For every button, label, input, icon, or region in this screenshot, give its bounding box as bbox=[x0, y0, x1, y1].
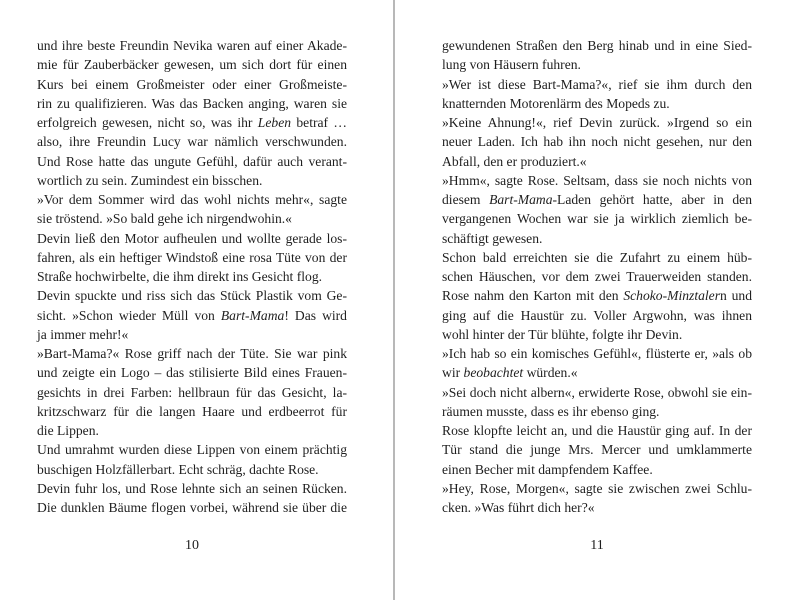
italic-text: beobachtet bbox=[463, 365, 524, 381]
text-line bbox=[37, 363, 347, 382]
text-segment: mie für Zauberbäcker gewesen, um sich dort für einen bbox=[37, 57, 347, 73]
text-line bbox=[442, 383, 752, 402]
text-segment: wortlich zu sein. Zumindest ein bisschen. bbox=[37, 172, 263, 188]
text-segment: Und Rose hatte das ungute Gefühl, dafür auch verant- bbox=[37, 153, 347, 169]
italic-text: Bart-Mama bbox=[489, 192, 553, 207]
text-line bbox=[442, 498, 752, 517]
text-segment: Kurs bei einem Großmeister oder einer Großmeiste- bbox=[37, 76, 347, 92]
text-line bbox=[37, 383, 347, 402]
text-segment: schen Häuschen, vor dem zwei Trauerweiden standen. bbox=[442, 269, 752, 284]
text-line bbox=[37, 36, 347, 55]
text-line bbox=[37, 152, 347, 171]
text-line bbox=[37, 498, 347, 517]
text-line bbox=[442, 479, 752, 498]
text-segment: erfolgreich gewesen, nicht so, was ihr bbox=[37, 115, 258, 130]
text-segment: Devin fuhr los, und Rose lehnte sich an seinen Rücken. bbox=[37, 480, 347, 496]
text-line bbox=[37, 306, 347, 325]
text-line bbox=[37, 479, 347, 498]
text-line bbox=[37, 325, 347, 344]
text-segment: wohl hinter der Tür blühte, folgte ihr Devin. bbox=[442, 326, 683, 342]
text-segment: rin zu qualifizieren. Was das Backen anging, waren sie bbox=[37, 95, 347, 111]
text-line bbox=[37, 75, 347, 94]
italic-text: Leben bbox=[257, 115, 292, 130]
text-segment: Und umrahmt wurden diese Lippen von einem prächtig bbox=[37, 442, 347, 458]
text-line bbox=[37, 229, 347, 248]
text-line bbox=[37, 344, 347, 363]
text-segment: Straße hochwirbelte, die ihm direkt ins Gesicht flog. bbox=[37, 269, 323, 284]
text-line bbox=[442, 132, 752, 151]
italic-text: Schoko-Minztaler bbox=[623, 288, 720, 304]
text-line bbox=[442, 325, 752, 344]
text-line bbox=[442, 75, 752, 94]
text-segment: schäftigt gewesen. bbox=[442, 230, 543, 246]
text-segment: Tür stand die junge Mrs. Mercer und umklammerte bbox=[442, 442, 752, 458]
text-line bbox=[442, 421, 752, 440]
text-line bbox=[442, 171, 752, 190]
text-segment: wir bbox=[442, 365, 464, 381]
text-line bbox=[442, 306, 752, 325]
text-segment: »Ich hab so ein komisches Gefühl«, flüsterte er, »als ob bbox=[442, 346, 752, 361]
text-segment: -Laden gehört hatte, aber in den bbox=[552, 192, 752, 207]
text-segment: also, ihre Freundin Lucy war nämlich verschwunden. bbox=[37, 134, 347, 150]
text-segment: sicht. »Schon wieder Müll von bbox=[37, 307, 221, 323]
text-segment: fahren, als ein heftiger Windstoß eine rosa Tüte von der bbox=[37, 249, 347, 265]
text-line bbox=[442, 440, 752, 459]
text-line bbox=[442, 190, 752, 209]
text-line bbox=[37, 286, 347, 305]
text-line bbox=[37, 267, 347, 286]
text-segment: Rose nahm den Karton mit den bbox=[442, 288, 624, 304]
text-segment: ging auf die Haustür zu. Voller Argwohn, was ihnen bbox=[442, 307, 752, 323]
text-line bbox=[37, 402, 347, 421]
text-segment: betraf … bbox=[291, 115, 348, 130]
text-line bbox=[37, 55, 347, 74]
text-line bbox=[37, 440, 347, 459]
text-segment: würden.« bbox=[523, 365, 578, 381]
text-segment: Devin ließ den Motor aufheulen und wollte gerade los- bbox=[37, 230, 347, 246]
text-line bbox=[37, 132, 347, 151]
text-line bbox=[442, 344, 752, 363]
text-segment: neuer Laden. Ich hab ihn noch nicht gesehen, nur den bbox=[442, 134, 752, 150]
text-segment: räumen musste, dass es ihr ebenso ging. bbox=[442, 403, 660, 419]
text-line bbox=[442, 286, 752, 305]
text-line bbox=[442, 402, 752, 421]
book-gutter-divider bbox=[393, 0, 395, 600]
page-number-right: 11 bbox=[590, 538, 604, 553]
text-line bbox=[442, 113, 752, 132]
text-segment: sie tröstend. »So bald gehe ich nirgendwohin.« bbox=[37, 211, 292, 227]
text-line bbox=[442, 152, 752, 171]
text-line bbox=[442, 229, 752, 248]
text-line bbox=[37, 421, 347, 440]
text-line bbox=[442, 363, 752, 382]
text-segment: Die dunklen Bäume flogen vorbei, während sie über die bbox=[37, 500, 347, 515]
text-line bbox=[442, 267, 752, 286]
text-line bbox=[37, 209, 347, 228]
text-segment: ! Das wird bbox=[284, 307, 347, 323]
right-page-text bbox=[442, 36, 752, 517]
text-segment: ja immer mehr!« bbox=[37, 326, 129, 342]
text-line bbox=[37, 460, 347, 479]
text-line bbox=[442, 36, 752, 55]
text-segment: kritzschwarz für die langen Haare und erdbeerrot für bbox=[37, 403, 347, 419]
text-segment: lung von Häusern fuhren. bbox=[442, 57, 581, 73]
text-line bbox=[442, 55, 752, 74]
text-line bbox=[442, 94, 752, 113]
italic-text: Bart-Mama bbox=[220, 307, 285, 323]
text-line bbox=[37, 171, 347, 190]
text-segment: »Wer ist diese Bart-Mama?«, rief sie ihm durch den bbox=[442, 76, 752, 92]
text-line bbox=[37, 94, 347, 113]
text-line bbox=[37, 113, 347, 132]
text-segment: Devin spuckte und riss sich das Stück Plastik vom Ge- bbox=[37, 288, 347, 304]
text-segment: buschigen Holzfällerbart. Echt schräg, dachte Rose. bbox=[37, 461, 319, 477]
text-segment: »Hmm«, sagte Rose. Seltsam, dass sie noch nichts von bbox=[442, 172, 752, 188]
text-segment: Schon bald erreichten sie die Zufahrt zu einem hüb- bbox=[442, 249, 752, 265]
text-segment: und ihre beste Freundin Nevika waren auf einer Akade- bbox=[37, 38, 347, 53]
text-line bbox=[442, 248, 752, 267]
text-segment: einen Becher mit dampfendem Kaffee. bbox=[442, 461, 653, 477]
text-segment: Rose klopfte leicht an, und die Haustür ging auf. In der bbox=[442, 423, 752, 438]
text-segment: Abfall, den er produziert.« bbox=[442, 153, 587, 169]
text-segment: gewundenen Straßen den Berg hinab und in eine Sied- bbox=[442, 38, 752, 53]
text-segment: »Vor dem Sommer wird das wohl nichts mehr«, sagte bbox=[37, 192, 347, 207]
text-segment: »Bart-Mama?« Rose griff nach der Tüte. Sie war pink bbox=[37, 346, 347, 361]
text-segment: vergangenen Wochen war sie ja wirklich ziemlich be- bbox=[442, 211, 752, 227]
text-segment: cken. »Was führt dich her?« bbox=[442, 500, 595, 515]
text-segment: und zeigte ein Logo – das stilisierte Bild eines Frauen- bbox=[37, 365, 347, 381]
page-number-left: 10 bbox=[185, 538, 199, 553]
text-line bbox=[37, 248, 347, 267]
text-segment: die Lippen. bbox=[37, 423, 99, 438]
text-segment: »Sei doch nicht albern«, erwiderte Rose, obwohl sie ein- bbox=[442, 384, 752, 400]
left-page-text bbox=[37, 36, 347, 517]
text-segment: »Hey, Rose, Morgen«, sagte sie zwischen zwei Schlu- bbox=[442, 480, 752, 496]
text-line bbox=[37, 190, 347, 209]
text-segment: n und bbox=[720, 288, 752, 304]
text-segment: gesichts in drei Farben: hellbraun für das Gesicht, la- bbox=[37, 384, 347, 400]
text-line bbox=[442, 460, 752, 479]
text-segment: diesem bbox=[442, 192, 490, 207]
text-segment: knatternden Motorenlärm des Mopeds zu. bbox=[442, 95, 670, 111]
text-line bbox=[442, 209, 752, 228]
text-segment: »Keine Ahnung!«, rief Devin zurück. »Irgend so ein bbox=[442, 115, 752, 130]
